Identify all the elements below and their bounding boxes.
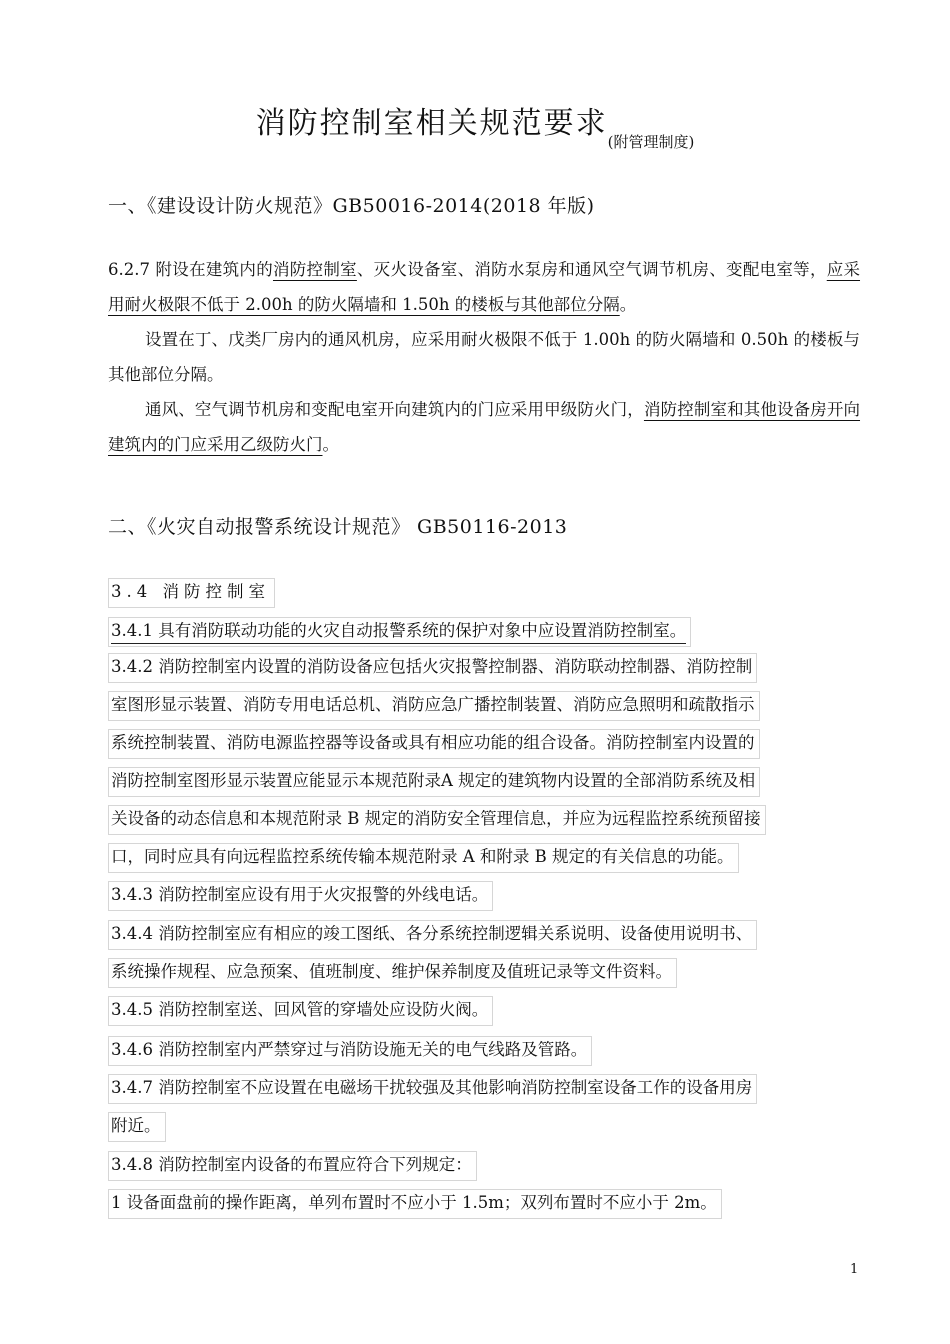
clause-3-4-3: 3.4.3 消防控制室应设有用于火灾报警的外线电话。 [108,881,493,911]
clause-3-4-2-line-2: 室图形显示装置、消防专用电话总机、消防应急广播控制装置、消防应急照明和疏散指示 [108,691,760,721]
page-number: 1 [850,1262,859,1277]
section-1-paragraph-3: 通风、空气调节机房和变配电室开向建筑内的门应采用甲级防火门，消防控制室和其他设备房开向建筑内的门应采用乙级防火门。 [108,400,861,454]
clause-3-4-2-line-3: 系统控制装置、消防电源监控器等设备或具有相应功能的组合设备。消防控制室内设置的 [108,729,760,759]
section-1-heading: 一、《建设设计防火规范》GB50016-2014(2018 年版) [108,195,595,217]
clause-3-4-5: 3.4.5 消防控制室送、回风管的穿墙处应设防火阀。 [108,996,493,1026]
clause-3-4-2-line-4: 消防控制室图形显示装置应能显示本规范附录A 规定的建筑物内设置的全部消防系统及相 [108,767,760,797]
clause-3-4-1: 3.4.1 具有消防联动功能的火灾自动报警系统的保护对象中应设置消防控制室。 [108,617,691,647]
clause-3-4-6: 3.4.6 消防控制室内严禁穿过与消防设施无关的电气线路及管路。 [108,1036,592,1066]
clause-3-4-4-line-2: 系统操作规程、应急预案、值班制度、维护保养制度及值班记录等文件资料。 [108,958,677,988]
title-main: 消防控制室相关规范要求 [255,106,608,141]
section-2-heading: 二、《火灾自动报警系统设计规范》 GB50116-2013 [108,516,568,538]
clause-3-4-title: 3.4 消防控制室 [108,578,275,608]
clause-3-4-2-line-6: 口，同时应具有向远程监控系统传输本规范附录 A 和附录 B 规定的有关信息的功能。 [108,843,739,873]
clause-3-4-4-line-1: 3.4.4 消防控制室应有相应的竣工图纸、各分系统控制逻辑关系说明、设备使用说明书、 [108,920,757,950]
section-1-paragraph-2: 设置在丁、戊类厂房内的通风机房，应采用耐火极限不低于 1.00h 的防火隔墙和 0.50h 的楼板与其他部位分隔。 [108,330,860,384]
clause-3-4-2-line-5: 关设备的动态信息和本规范附录 B 规定的消防安全管理信息，并应为远程监控系统预留接 [108,805,766,835]
title-subtitle: (附管理制度) [607,133,695,151]
page-title [0,98,950,152]
clause-3-4-8-item-1: 1 设备面盘前的操作距离，单列布置时不应小于 1.5m；双列布置时不应小于 2m。 [108,1189,722,1219]
clause-3-4-7-line-2: 附近。 [108,1112,166,1142]
clause-3-4-8: 3.4.8 消防控制室内设备的布置应符合下列规定： [108,1151,477,1181]
clause-3-4-2-line-1: 3.4.2 消防控制室内设置的消防设备应包括火灾报警控制器、消防联动控制器、消防控制 [108,653,757,683]
section-1-paragraph-1: 6.2.7 附设在建筑内的消防控制室、灭火设备室、消防水泵房和通风空气调节机房、变配电室等，应采用耐火极限不低于 2.00h 的防火隔墙和 1.50h 的楼板与其他部位分隔。 [108,260,861,314]
clause-3-4-7-line-1: 3.4.7 消防控制室不应设置在电磁场干扰较强及其他影响消防控制室设备工作的设备用房 [108,1074,757,1104]
